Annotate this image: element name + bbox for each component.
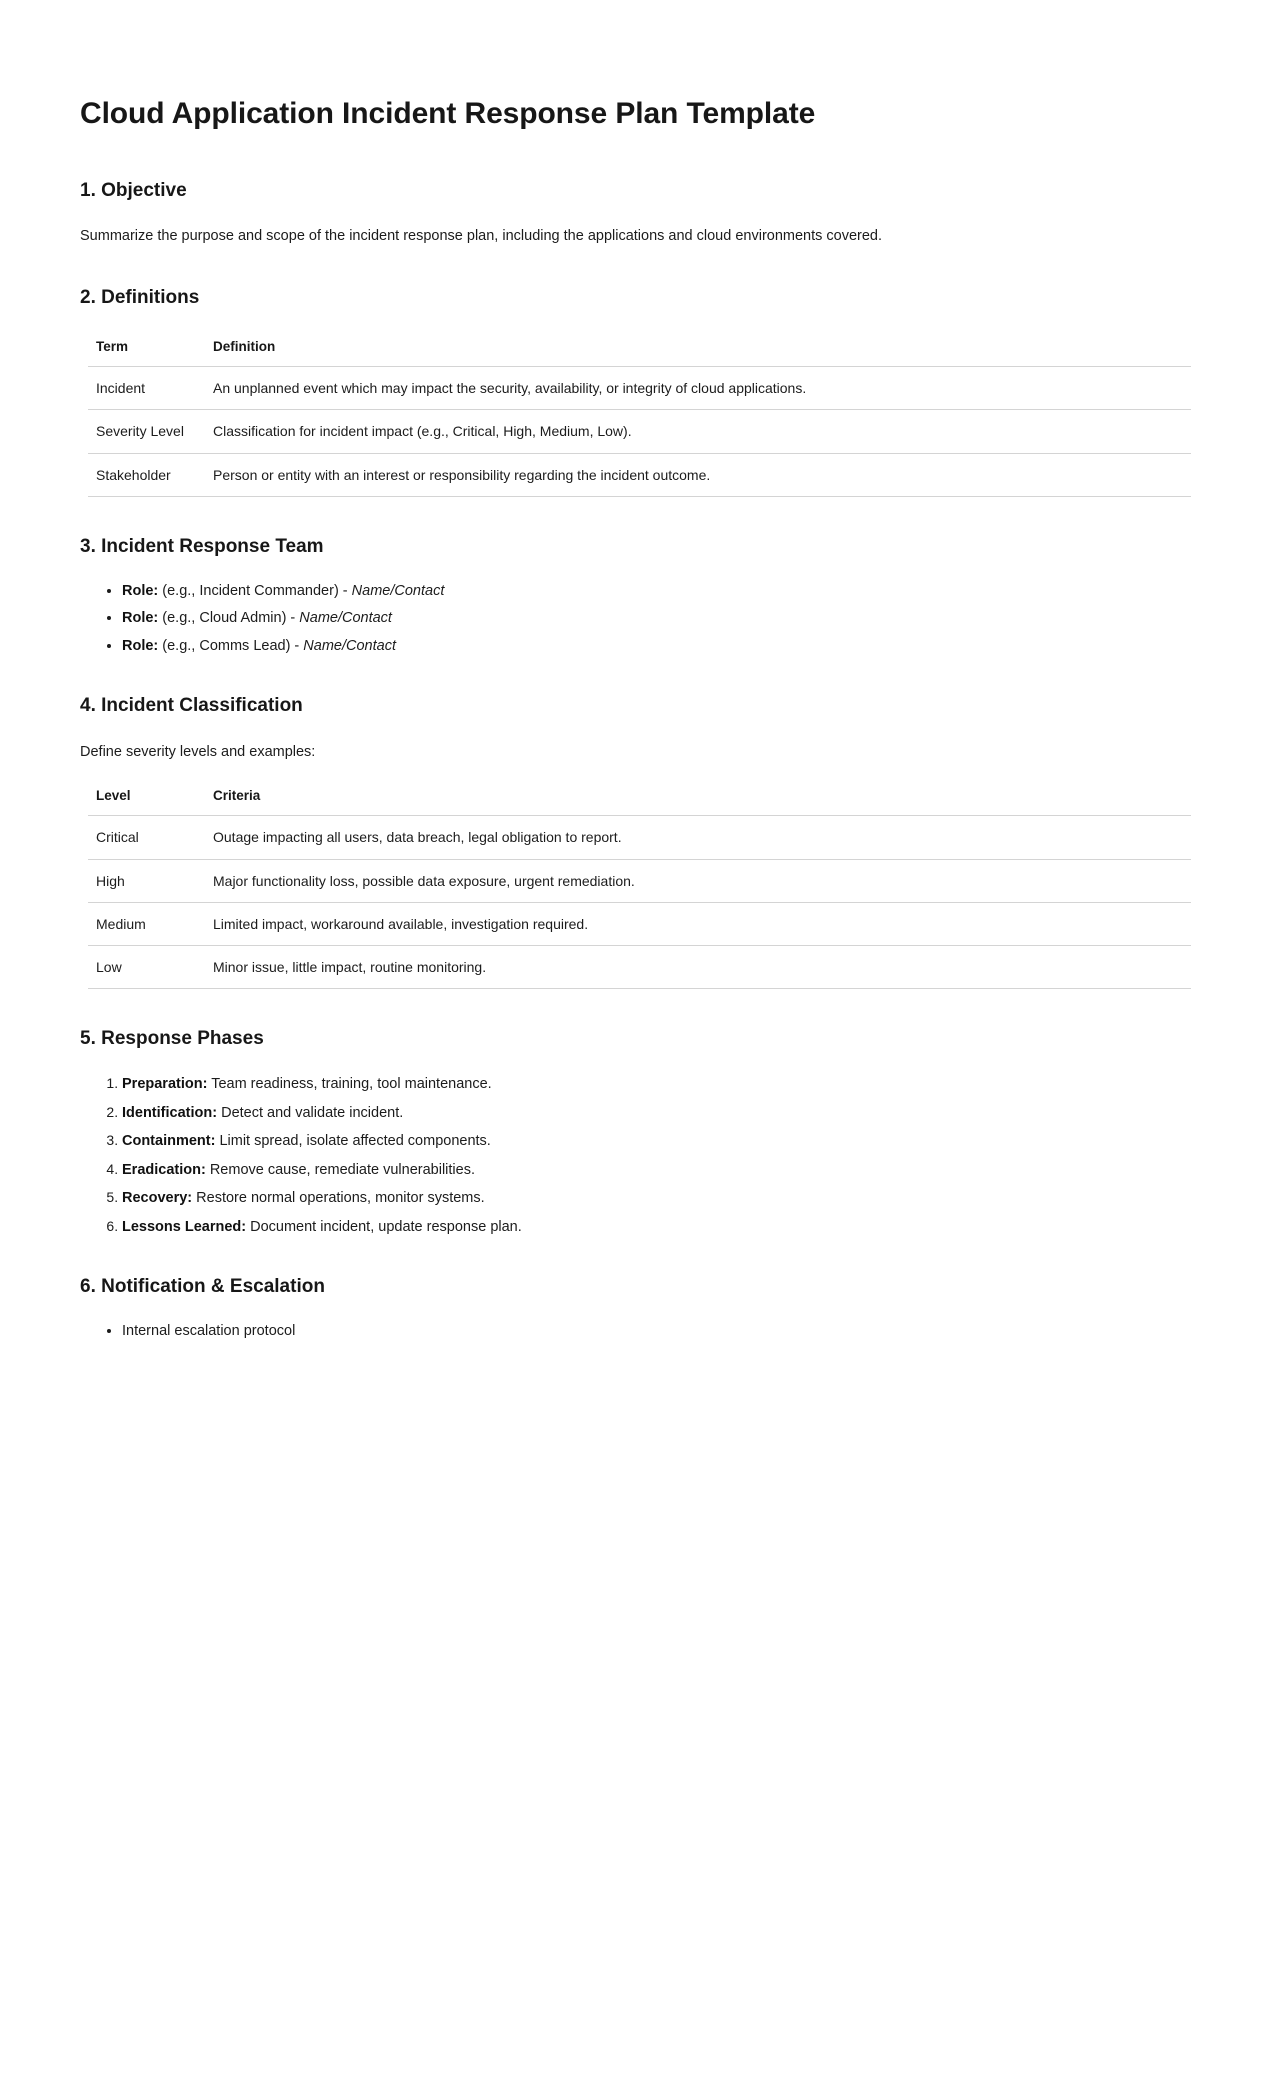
table-row [88, 902, 1191, 945]
section-heading-definitions: 2. Definitions [80, 287, 200, 309]
cell-level: Critical [88, 816, 205, 859]
cell-definition: An unplanned event which may impact the security, availability, or integrity of cloud applications. [205, 367, 1191, 410]
phase-text: Document incident, update response plan. [246, 1218, 522, 1235]
list-item [122, 582, 1183, 602]
list-item [122, 637, 1183, 657]
response-phases-list [80, 1074, 1183, 1237]
notification-list [80, 1322, 1183, 1342]
column-header-term: Term [88, 333, 205, 367]
role-example: (e.g., Comms Lead) - [158, 637, 304, 654]
table-row [88, 816, 1191, 859]
page-title: Cloud Application Incident Response Plan Template [80, 97, 816, 130]
cell-criteria: Limited impact, workaround available, investigation required. [205, 902, 1191, 945]
role-label: Role: [122, 582, 159, 599]
role-placeholder: Name/Contact [303, 637, 396, 654]
phase-text: Detect and validate incident. [217, 1104, 404, 1121]
table-row [88, 367, 1191, 410]
column-header-definition: Definition [205, 333, 1191, 367]
phase-text: Restore normal operations, monitor systems. [192, 1190, 485, 1207]
cell-term: Stakeholder [88, 453, 205, 496]
cell-term: Severity Level [88, 410, 205, 453]
table-header-row [88, 333, 1191, 367]
objective-paragraph: Summarize the purpose and scope of the incident response plan, including the applications and cloud environments covered. [80, 228, 883, 245]
cell-definition: Classification for incident impact (e.g., Critical, High, Medium, Low). [205, 410, 1191, 453]
cell-criteria: Minor issue, little impact, routine monitoring. [205, 946, 1191, 989]
role-placeholder: Name/Contact [299, 610, 392, 627]
role-example: (e.g., Incident Commander) - [158, 582, 352, 599]
section-heading-response-phases: 5. Response Phases [80, 1028, 264, 1050]
section-heading-notification-escalation: 6. Notification & Escalation [80, 1276, 325, 1298]
role-label: Role: [122, 610, 159, 627]
phase-text: Team readiness, training, tool maintenance. [207, 1076, 492, 1093]
table-header-row [88, 782, 1191, 816]
phase-text: Remove cause, remediate vulnerabilities. [205, 1161, 475, 1178]
list-item [122, 1160, 1183, 1181]
list-item [122, 1103, 1183, 1124]
cell-level: High [88, 859, 205, 902]
classification-paragraph: Define severity levels and examples: [80, 744, 316, 761]
phase-label: Preparation: [122, 1076, 208, 1093]
role-example: (e.g., Cloud Admin) - [158, 610, 300, 627]
column-header-level: Level [88, 782, 205, 816]
cell-level: Low [88, 946, 205, 989]
team-role-list [80, 582, 1183, 657]
table-row [88, 453, 1191, 496]
cell-criteria: Major functionality loss, possible data exposure, urgent remediation. [205, 859, 1191, 902]
phase-label: Containment: [122, 1133, 216, 1150]
list-item [122, 609, 1183, 629]
section-objective [80, 179, 1183, 249]
role-placeholder: Name/Contact [351, 582, 445, 599]
role-label: Role: [122, 637, 159, 654]
list-item [122, 1217, 1183, 1238]
phase-label: Identification: [122, 1104, 218, 1121]
section-heading-incident-response-team: 3. Incident Response Team [80, 535, 324, 557]
cell-definition: Person or entity with an interest or responsibility regarding the incident outcome. [205, 453, 1191, 496]
list-item [122, 1188, 1183, 1209]
section-definitions [80, 286, 1183, 497]
list-item [122, 1131, 1183, 1152]
column-header-criteria: Criteria [205, 782, 1191, 816]
section-notification-escalation [80, 1275, 1183, 1341]
cell-term: Incident [88, 367, 205, 410]
cell-criteria: Outage impacting all users, data breach, legal obligation to report. [205, 816, 1191, 859]
table-row [88, 946, 1191, 989]
phase-text: Limit spread, isolate affected components. [215, 1133, 491, 1150]
list-item [122, 1074, 1183, 1095]
phase-label: Recovery: [122, 1190, 193, 1207]
phase-label: Lessons Learned: [122, 1218, 247, 1235]
section-heading-objective: 1. Objective [80, 179, 187, 201]
section-incident-classification [80, 694, 1183, 989]
section-heading-incident-classification: 4. Incident Classification [80, 695, 303, 717]
cell-level: Medium [88, 902, 205, 945]
section-incident-response-team [80, 535, 1183, 656]
phase-label: Eradication: [122, 1161, 206, 1178]
table-row [88, 410, 1191, 453]
classification-table [88, 782, 1191, 989]
section-response-phases [80, 1027, 1183, 1237]
list-item: • Internal escalation protocol [122, 1322, 1183, 1342]
table-row [88, 859, 1191, 902]
definitions-table [88, 333, 1191, 497]
